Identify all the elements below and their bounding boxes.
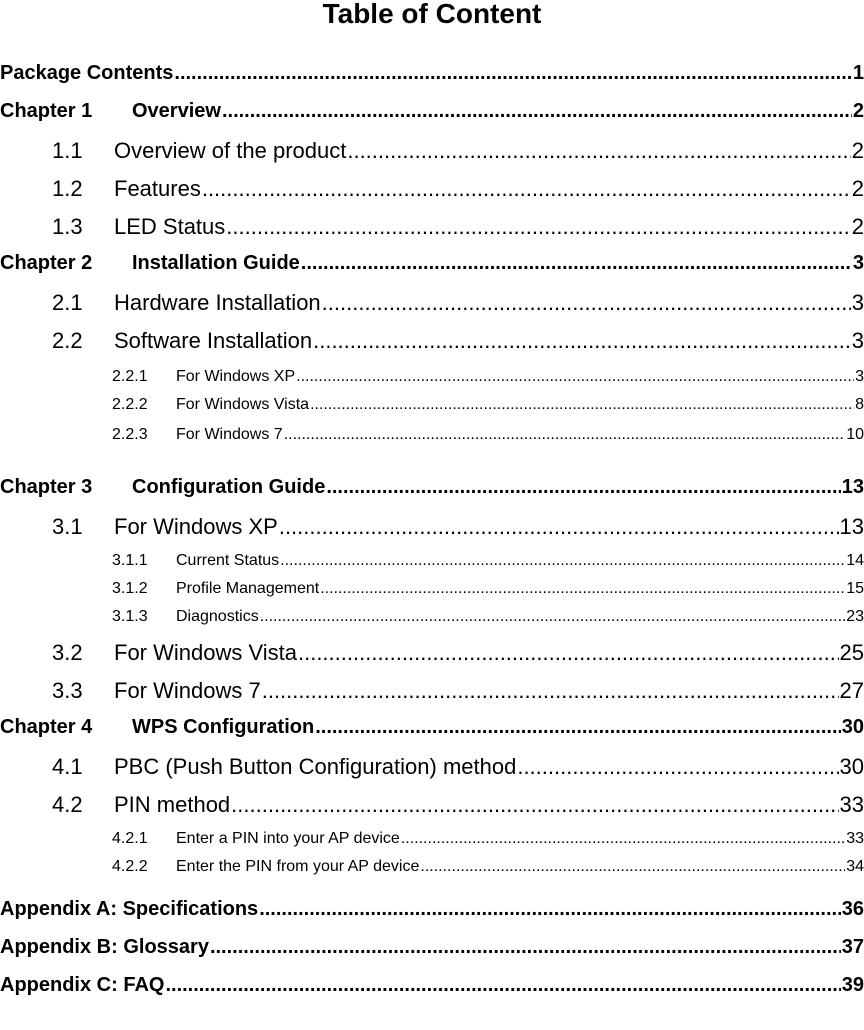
toc-entry-number: 1.1 [52, 138, 83, 163]
toc-entry-page: 34 [846, 858, 864, 875]
toc-entry-page: 13 [839, 514, 864, 539]
toc-entry-title: Overview of the product [114, 138, 347, 163]
toc-entry-title: Current Status [176, 552, 280, 569]
toc-leader-dots [313, 328, 851, 354]
toc-entry-title: WPS Configuration [132, 716, 315, 738]
toc-entry[interactable] [52, 678, 864, 714]
toc-leader-dots [279, 514, 839, 540]
toc-entry-title: Features [114, 176, 201, 201]
toc-entry-page: 3 [851, 290, 864, 315]
toc-entry-page: 8 [855, 396, 864, 413]
toc-entry-page: 2 [851, 138, 864, 163]
toc-entry-page: 3 [855, 368, 864, 385]
toc-entry-title: Overview [132, 100, 221, 122]
toc-entry[interactable] [0, 252, 864, 282]
toc-entry-number: 3.1.3 [112, 608, 148, 625]
toc-entry-number: Chapter 1 [0, 100, 93, 122]
toc-entry-title: For Windows 7 [114, 678, 261, 703]
toc-entry[interactable] [0, 476, 864, 506]
toc-entry-title: Installation Guide [132, 252, 300, 274]
toc-entry-page: 14 [846, 552, 864, 569]
toc-entry-page: 39 [841, 974, 864, 996]
toc-entry-number: 1.3 [52, 214, 83, 239]
toc-entry-number: 3.1.2 [112, 580, 148, 597]
toc-entry-title: Diagnostics [176, 608, 259, 625]
toc-entry-page: 36 [841, 898, 864, 920]
toc-leader-dots [210, 936, 841, 959]
toc-entry-title: Enter a PIN into your AP device [176, 830, 400, 847]
toc-entry-page: 2 [852, 100, 864, 122]
toc-entry-number: 4.1 [52, 754, 83, 779]
toc-leader-dots [315, 716, 841, 739]
toc-entry-number: Chapter 2 [0, 252, 93, 274]
toc-entry[interactable] [52, 290, 864, 326]
toc-leader-dots [231, 792, 838, 818]
toc-entry[interactable] [0, 974, 864, 1004]
toc-leader-dots [310, 396, 854, 414]
toc-entry-number: Chapter 3 [0, 476, 93, 498]
toc-entry-number: 2.1 [52, 290, 83, 315]
toc-entry[interactable] [52, 214, 864, 250]
toc-leader-dots [165, 974, 840, 997]
toc-leader-dots [420, 858, 845, 876]
toc-entry-title: Software Installation [114, 328, 313, 353]
toc-entry-title: PBC (Push Button Configuration) method [114, 754, 517, 779]
toc-entry-number: 3.1 [52, 514, 83, 539]
toc-entry-number: Chapter 4 [0, 716, 93, 738]
toc-entry-title: Hardware Installation [114, 290, 321, 315]
toc-entry-number: 4.2.1 [112, 830, 148, 847]
toc-entry[interactable] [0, 936, 864, 966]
toc-entry[interactable] [112, 608, 864, 636]
toc-entry-page: 30 [839, 754, 864, 779]
toc-leader-dots [226, 214, 850, 240]
toc-entry[interactable] [52, 640, 864, 676]
toc-entry[interactable] [52, 138, 864, 174]
toc-entry-title: For Windows Vista [114, 640, 297, 665]
toc-leader-dots [260, 608, 846, 626]
toc-entry-title: PIN method [114, 792, 231, 817]
document-title: Table of Content [322, 0, 542, 29]
toc-entry-page: 23 [846, 608, 864, 625]
toc-entry-title: For Windows XP [114, 514, 278, 539]
toc-leader-dots [174, 62, 851, 85]
toc-entry-page: 33 [839, 792, 864, 817]
toc-entry-page: 25 [839, 640, 864, 665]
toc-entry-number: 4.2 [52, 792, 83, 817]
toc-entry-title: Package Contents [0, 62, 174, 84]
toc-leader-dots [401, 830, 845, 848]
toc-entry-number: 3.2 [52, 640, 83, 665]
toc-entry-number: 2.2 [52, 328, 83, 353]
toc-entry-page: 2 [851, 176, 864, 201]
toc-entry-title: Appendix A: Specifications [0, 898, 259, 920]
toc-entry[interactable] [52, 754, 864, 790]
toc-leader-dots [202, 176, 851, 202]
toc-entry-page: 33 [846, 830, 864, 847]
toc-entry-page: 30 [841, 716, 864, 738]
toc-entry-number: 3.3 [52, 678, 83, 703]
toc-entry-title: Appendix C: FAQ [0, 974, 165, 996]
toc-entry-number: 2.2.1 [112, 368, 148, 385]
toc-entry-title: For Windows Vista [176, 396, 310, 413]
toc-entry-page: 3 [852, 252, 864, 274]
toc-entry-title: Appendix B: Glossary [0, 936, 209, 958]
toc-entry-title: For Windows 7 [176, 426, 283, 443]
toc-entry[interactable] [52, 792, 864, 828]
toc-entry[interactable] [112, 396, 864, 424]
toc-entry[interactable] [0, 716, 864, 746]
toc-entry-title: Profile Management [176, 580, 320, 597]
toc-leader-dots [262, 678, 839, 704]
toc-leader-dots [301, 252, 852, 275]
toc-entry-page: 3 [851, 328, 864, 353]
toc-leader-dots [322, 290, 851, 316]
toc-leader-dots [259, 898, 841, 921]
toc-entry-title: Enter the PIN from your AP device [176, 858, 420, 875]
toc-entry[interactable] [112, 426, 864, 454]
toc-leader-dots [320, 580, 845, 598]
toc-entry-number: 3.1.1 [112, 552, 148, 569]
toc-entry-number: 4.2.2 [112, 858, 148, 875]
toc-entry-page: 13 [841, 476, 864, 498]
toc-entry[interactable] [112, 552, 864, 580]
toc-entry-page: 37 [841, 936, 864, 958]
toc-entry-title: Configuration Guide [132, 476, 326, 498]
toc-entry[interactable] [112, 580, 864, 608]
toc-leader-dots [298, 640, 839, 666]
toc-entry-page: 2 [851, 214, 864, 239]
toc-leader-dots [280, 552, 845, 570]
toc-entry[interactable] [52, 514, 864, 550]
toc-entry[interactable] [0, 100, 864, 130]
toc-leader-dots [347, 138, 850, 164]
toc-entry-page: 10 [846, 426, 864, 443]
toc-entry-page: 1 [852, 62, 864, 84]
toc-leader-dots [326, 476, 840, 499]
toc-entry[interactable] [0, 62, 864, 92]
toc-entry[interactable] [0, 898, 864, 928]
toc-entry-page: 27 [839, 678, 864, 703]
toc-entry[interactable] [112, 368, 864, 396]
toc-entry-title: For Windows XP [176, 368, 296, 385]
toc-entry[interactable] [52, 328, 864, 364]
toc-entry[interactable] [52, 176, 864, 212]
toc-entry-page: 15 [846, 580, 864, 597]
toc-leader-dots [222, 100, 852, 123]
toc-leader-dots [296, 368, 854, 386]
toc-entry[interactable] [112, 830, 864, 858]
toc-entry-number: 2.2.2 [112, 396, 148, 413]
toc-entry[interactable] [112, 858, 864, 886]
toc-leader-dots [517, 754, 838, 780]
toc-entry-number: 2.2.3 [112, 426, 148, 443]
toc-entry-number: 1.2 [52, 176, 83, 201]
toc-entry-title: LED Status [114, 214, 226, 239]
toc-leader-dots [284, 426, 846, 444]
